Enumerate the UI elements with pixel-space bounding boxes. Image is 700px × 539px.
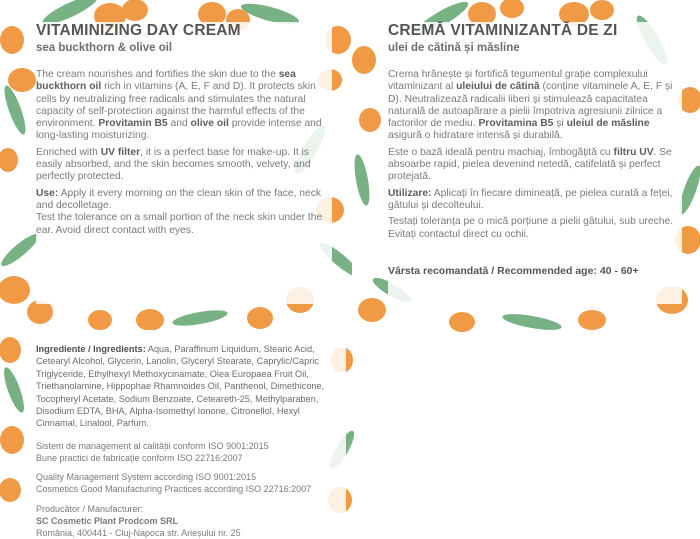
uv-paragraph-en: Enriched with UV filter, it is a perfect base for make-up. It is easily absorbed, and the skin becomes smooth, velvety, and perfectly protected. bbox=[36, 146, 311, 183]
product-title-ro: CREMĂ VITAMINIZANTĂ DE ZI bbox=[388, 22, 618, 39]
quality-ro-2: Bune practici de fabricație conform ISO 22716:2007 bbox=[36, 452, 243, 463]
ingredients-content bbox=[36, 343, 340, 539]
description-paragraph-ro: Crema hrănește și fortifică tegumentul grație complexului vitaminizant al uleiului de cătină (conține vitaminele A, E, F și D). Neutralizează radicalii liberi și stimulează capacitatea naturală de autoapărare a pielii împotriva agresiunii zilnice a factorilor de mediu. Provitamina B5 și uleiul de măsline asigură o hidratare intensă și durabilă. bbox=[388, 69, 673, 142]
product-title-en: VITAMINIZING DAY CREAM bbox=[36, 22, 241, 39]
english-text-card bbox=[36, 22, 332, 304]
ingredients-list: Ingrediente / Ingredients: Aqua, Paraffinum Liquidum, Stearic Acid, Cetearyl Alcohol, Glycerin, Lanolin, Glyceryl Stearate, Caprylic/Capric Triglyceride, Ethylhexyl Methoxycinamate, Olea Europaea Fruit Oil, Triethanolamine, Hippophae Rhamnoides Oil, Panthenol, Dimethicone, Tocopheryl Acetate, Sodium Benzoate, Ceteareth-25, Methylparaben, Disodium EDTA, BHA, Alpha-Isomethyl Ionone, Citronellol, Hexyl Cinnamal, Linalool, Parfum. bbox=[36, 344, 325, 429]
tolerance-paragraph-en: Test the tolerance on a small portion of the neck skin under the ear. Avoid direct contact with eyes. bbox=[36, 212, 323, 236]
ingredients-panel bbox=[0, 330, 352, 538]
recommended-age: Vârsta recomandată / Recommended age: 40 - 60+ bbox=[388, 264, 639, 277]
romanian-label-panel bbox=[352, 0, 700, 330]
usage-paragraph-ro: Utilizare: Aplicați în fiecare dimineață, pe pielea curată a feței, gâtului și decolteului. bbox=[388, 187, 673, 211]
quality-en-1: Quality Management System according ISO 9001:2015 bbox=[36, 472, 257, 483]
producer-name: SC Cosmetic Plant Prodcom SRL bbox=[36, 515, 179, 526]
english-label-panel bbox=[0, 0, 352, 330]
producer-address: România, 400441 - Cluj-Napoca str. Arieșului nr. 25 bbox=[36, 527, 241, 538]
product-subtitle-ro: ulei de cătină și măsline bbox=[388, 42, 520, 54]
usage-paragraph-en: Use: Apply it every morning on the clean skin of the face, neck and decolletage. bbox=[36, 187, 322, 211]
romanian-text-card bbox=[388, 22, 682, 304]
quality-en-2: Cosmetics Good Manufacturing Practices according ISO 22716:2007 bbox=[36, 484, 312, 495]
description-paragraph-en: The cream nourishes and fortifies the skin due to the sea buckthorn oil rich in vitamins (A, E, F and D). It protects skin cells by neutralizing free radicals and stimulates the natural capacity of self-protection against the harmful effects of the environment. Provitamin B5 and olive oil provide intense and long-lasting moisturizing. bbox=[36, 69, 322, 142]
tolerance-paragraph-ro: Testați toleranța pe o mică porțiune a pielii gâtului, sub ureche. Evitați contactul direct cu ochii. bbox=[388, 216, 674, 240]
producer-label: Producător / Manufacturer: bbox=[36, 504, 144, 515]
quality-ro-1: Sistem de management al calității conform ISO 9001:2015 bbox=[36, 440, 269, 451]
product-subtitle-en: sea buckthorn & olive oil bbox=[36, 42, 173, 54]
uv-paragraph-ro: Este o bază ideală pentru machiaj, îmbogățită cu filtru UV. Se absoarbe rapid, pielea devenind netedă, catifelată și perfect protejată. bbox=[388, 146, 672, 183]
